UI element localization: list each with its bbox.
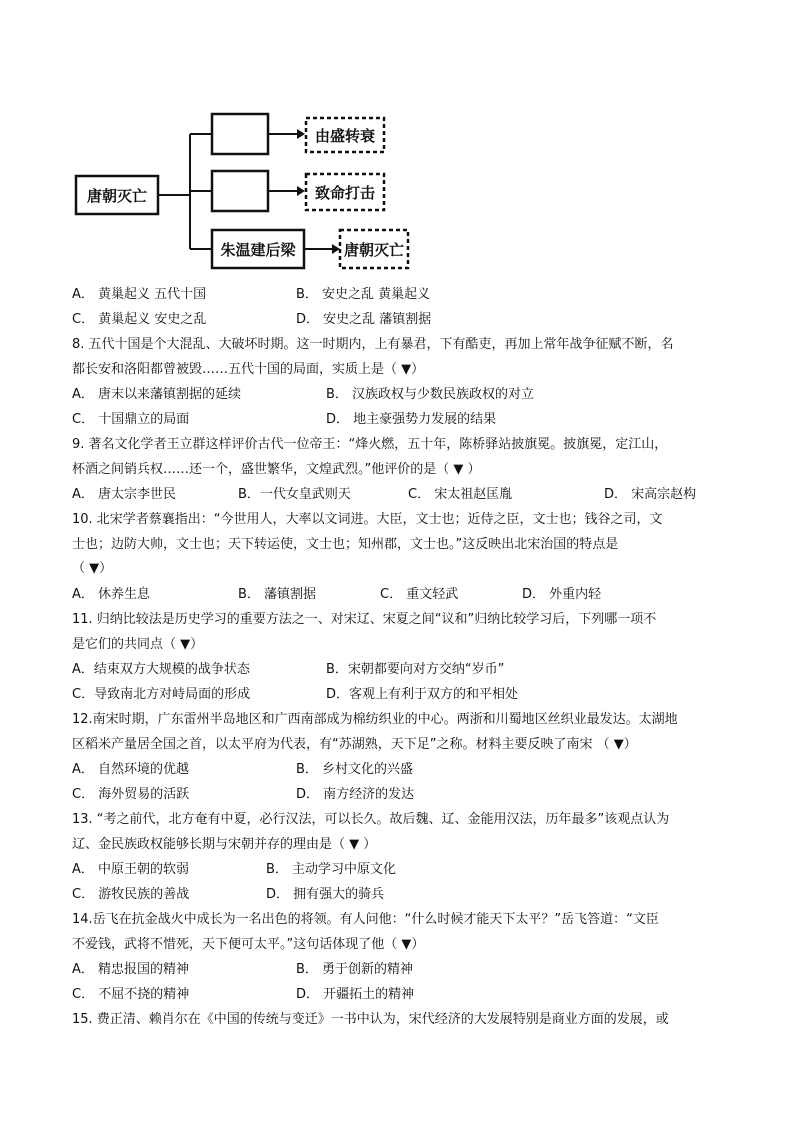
q10-option-b: B． 藩镇割据 — [238, 587, 317, 602]
diagram-branch2-box — [212, 171, 268, 211]
q9-option-d: D． 宋高宗赵构 — [604, 487, 697, 502]
q7-option-a: A． 黄巢起义 五代十国 — [72, 287, 207, 302]
q11-option-c: C．导致南北方对峙局面的形成 — [72, 687, 251, 702]
q11-stem-line1: 11. 归纳比较法是历史学习的重要方法之一、对宋辽、宋夏之间“议和”归纳比较学习后，下列哪一项不 — [72, 612, 657, 627]
q11-option-a: A．结束双方大规模的战争状态 — [72, 662, 250, 677]
diagram-result1-label: 由盛转衰 — [314, 127, 376, 145]
q10-option-c: C． 重文轻武 — [380, 587, 459, 602]
q8-option-a: A． 唐末以来藩镇割据的延续 — [72, 387, 242, 402]
q7-option-b: B． 安史之乱 黄巢起义 — [296, 287, 431, 302]
q8-option-d: D． 地主豪强势力发展的结果 — [326, 412, 497, 427]
q7-option-d: D． 安史之乱 藩镇割据 — [296, 312, 432, 327]
q14-stem-line1: 14.岳飞在抗金战火中成长为一名出色的将领。有人问他：“什么时候才能天下太平？”岳飞答道：“文臣 — [72, 912, 659, 927]
q12-option-d: D． 南方经济的发达 — [296, 787, 415, 802]
q12-option-a: A． 自然环境的优越 — [72, 762, 190, 777]
q13-option-b: B． 主动学习中原文化 — [266, 862, 397, 877]
q13-stem-line1: 13. “考之前代，北方奄有中夏，必行汉法，可以长久。故后魏、辽、金能用汉法，历年最多”该观点认为 — [72, 812, 670, 827]
q9-stem-line2: 杯酒之间销兵权……还一个，盛世繁华，文煌武烈。”他评价的是（ ▼ ） — [72, 462, 481, 477]
q11-option-b: B．宋朝都要向对方交纳“岁币” — [326, 662, 505, 677]
q8-stem-line2: 都长安和洛阳都曾被毁……五代十国的局面，实质上是（ ▼） — [72, 362, 425, 377]
q12-option-c: C． 海外贸易的活跃 — [72, 787, 190, 802]
q13-option-d: D． 拥有强大的骑兵 — [266, 887, 385, 902]
q11-stem-line2: 是它们的共同点（ ▼） — [72, 637, 204, 652]
q11-option-d: D．客观上有利于双方的和平相处 — [326, 687, 519, 702]
q9-option-c: C． 宋太祖赵匡胤 — [408, 487, 513, 502]
q10-stem-line2: 士也；边防大帅，文士也；天下转运使，文士也；知州郡，文士也。”这反映出北宋治国的特点是 — [72, 537, 619, 552]
diagram-branch1-box — [212, 114, 268, 154]
diagram-branch3-label: 朱温建后梁 — [220, 241, 296, 259]
q12-option-b: B． 乡村文化的兴盛 — [296, 762, 414, 777]
q13-option-a: A． 中原王朝的软弱 — [72, 862, 190, 877]
q8-stem-line1: 8. 五代十国是个大混乱、大破坏时期。这一时期内，上有暴君，下有酷吏，再加上常年战争征赋不断，名 — [72, 337, 674, 352]
q14-option-b: B． 勇于创新的精神 — [296, 962, 414, 977]
q12-stem-line1: 12.南宋时期，广东雷州半岛地区和广西南部成为棉纺织业的中心。两浙和川蜀地区丝织业最发达。太湖地 — [72, 712, 678, 727]
q10-stem-line1: 10. 北宋学者蔡襄指出：“今世用人，大率以文词进。大臣，文士也；近侍之臣，文士也；钱谷之司，文 — [72, 512, 663, 527]
diagram-result2-label: 致命打击 — [314, 184, 376, 202]
diagram-root-label: 唐朝灭亡 — [86, 187, 148, 205]
q10-stem-line3: （ ▼） — [72, 561, 113, 576]
q14-option-a: A． 精忠报国的精神 — [72, 962, 190, 977]
q14-option-d: D． 开疆拓土的精神 — [296, 987, 415, 1002]
diagram-result3-label: 唐朝灭亡 — [343, 241, 405, 259]
q7-option-c: C． 黄巢起义 安史之乱 — [72, 312, 207, 327]
q14-stem-line2: 不爱钱，武将不惜死，天下便可太平。”这句话体现了他（ ▼） — [72, 937, 425, 952]
q9-stem-line1: 9. 著名文化学者王立群这样评价古代一位帝王：“烽火燃，五十年，陈桥驿站披旗冕。披旗冕，定江山， — [72, 437, 668, 452]
q8-option-c: C． 十国鼎立的局面 — [72, 412, 190, 427]
q10-option-d: D． 外重内轻 — [522, 587, 602, 602]
q13-option-c: C． 游牧民族的善战 — [72, 887, 190, 902]
q9-option-a: A． 唐太宗李世民 — [72, 487, 177, 502]
q8-option-b: B． 汉族政权与少数民族政权的对立 — [326, 387, 535, 402]
q12-stem-line2: 区稻米产量居全国之首，以太平府为代表，有“苏湖熟，天下足”之称。材料主要反映了南宋 （ ▼） — [72, 737, 637, 752]
cause-diagram — [72, 104, 412, 274]
q14-option-c: C． 不屈不挠的精神 — [72, 987, 190, 1002]
q13-stem-line2: 辽、金民族政权能够长期与宋朝并存的理由是（ ▼ ） — [72, 837, 377, 852]
diagram-svg — [72, 104, 412, 274]
q9-option-b: B．一代女皇武则天 — [238, 487, 351, 502]
q10-option-a: A． 休养生息 — [72, 587, 151, 602]
q15-stem-line1: 15. 费正清、赖肖尔在《中国的传统与变迁》一书中认为，宋代经济的大发展特别是商业方面的发展，或 — [72, 1012, 669, 1027]
